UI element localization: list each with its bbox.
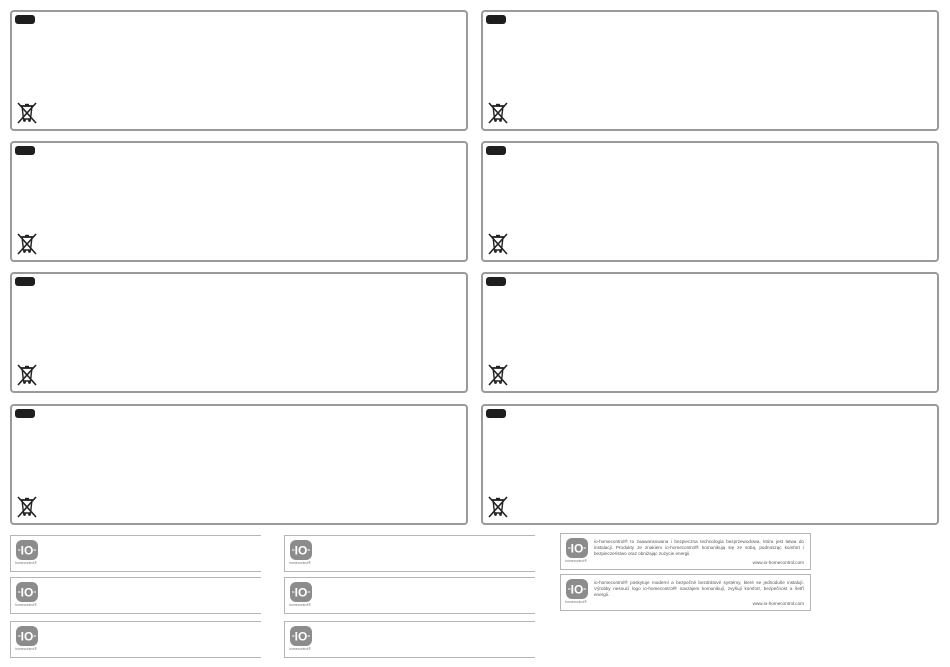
io-homecontrol-logo: [15, 540, 39, 570]
io-mark: IO: [20, 585, 34, 600]
io-mark: IO: [20, 629, 34, 644]
io-wordmark: homecontrol®: [15, 561, 37, 565]
language-tag: [15, 15, 35, 24]
io-homecontrol-box-pl: [560, 533, 811, 570]
io-homecontrol-icon: [16, 582, 38, 602]
io-wordmark: homecontrol®: [565, 600, 587, 604]
language-panel-6: [481, 272, 939, 393]
language-panel-7: [10, 404, 468, 525]
io-homecontrol-icon: [566, 579, 588, 599]
io-homecontrol-logo: [15, 582, 39, 612]
io-mark: IO: [294, 629, 308, 644]
io-homecontrol-icon: [16, 540, 38, 560]
io-wordmark: homecontrol®: [15, 647, 37, 651]
language-panel-2: [481, 10, 939, 131]
io-mark: IO: [294, 543, 308, 558]
io-homecontrol-icon: [290, 540, 312, 560]
io-wordmark: homecontrol®: [565, 559, 587, 563]
weee-bin-icon: [487, 363, 509, 387]
weee-bin-icon: [16, 363, 38, 387]
io-homecontrol-box-5: [284, 577, 535, 614]
weee-bin-icon: [16, 101, 38, 125]
io-mark: IO: [20, 543, 34, 558]
io-wordmark: homecontrol®: [289, 647, 311, 651]
io-mark: IO: [570, 541, 584, 556]
language-panel-4: [481, 141, 939, 262]
io-homecontrol-box-1: [10, 535, 261, 572]
io-homecontrol-url[interactable]: www.io-homecontrol.com: [752, 601, 804, 606]
language-tag: [15, 146, 35, 155]
io-homecontrol-box-6: [284, 621, 535, 658]
language-tag: [486, 15, 506, 24]
io-homecontrol-box-3: [10, 621, 261, 658]
io-homecontrol-box-2: [10, 577, 261, 614]
language-tag: [486, 277, 506, 286]
io-homecontrol-description-cz: io-homecontrol® poskytuje moderní a bezpečné bezdrátové systémy, které se jednoduše instalují. Výrobky nesoucí logo io-homecontrol® navzájem komunikují, zvyšují komfort, bezpečnost a šetří energii.: [594, 580, 804, 597]
io-mark: IO: [570, 582, 584, 597]
weee-bin-icon: [487, 232, 509, 256]
io-homecontrol-box-4: [284, 535, 535, 572]
io-homecontrol-logo: [289, 540, 313, 570]
language-tag: [486, 409, 506, 418]
io-homecontrol-icon: [290, 582, 312, 602]
io-homecontrol-logo: [565, 579, 589, 609]
weee-bin-icon: [487, 495, 509, 519]
io-wordmark: homecontrol®: [289, 561, 311, 565]
io-homecontrol-icon: [16, 626, 38, 646]
weee-bin-icon: [16, 232, 38, 256]
language-panel-5: [10, 272, 468, 393]
io-homecontrol-url[interactable]: www.io-homecontrol.com: [752, 560, 804, 565]
io-homecontrol-logo: [289, 582, 313, 612]
language-panel-1: [10, 10, 468, 131]
io-homecontrol-logo: [15, 626, 39, 656]
io-homecontrol-logo: [289, 626, 313, 656]
io-homecontrol-description-pl: io-homecontrol® to zaawansowana i bezpieczna technologia bezprzewodowa, która jest łatwa do instalacji. Produkty ze znakiem io-homecontrol® komunikują się ze sobą, podnosząc komfort i bezpieczeństwo oraz obniżając zużycie energii.: [594, 539, 804, 556]
io-wordmark: homecontrol®: [289, 603, 311, 607]
io-homecontrol-box-cz: [560, 574, 811, 611]
io-mark: IO: [294, 585, 308, 600]
language-tag: [486, 146, 506, 155]
io-homecontrol-icon: [290, 626, 312, 646]
io-wordmark: homecontrol®: [15, 603, 37, 607]
language-tag: [15, 277, 35, 286]
language-panel-8: [481, 404, 939, 525]
language-tag: [15, 409, 35, 418]
weee-bin-icon: [487, 101, 509, 125]
language-panel-3: [10, 141, 468, 262]
io-homecontrol-logo: [565, 538, 589, 568]
weee-bin-icon: [16, 495, 38, 519]
io-homecontrol-icon: [566, 538, 588, 558]
